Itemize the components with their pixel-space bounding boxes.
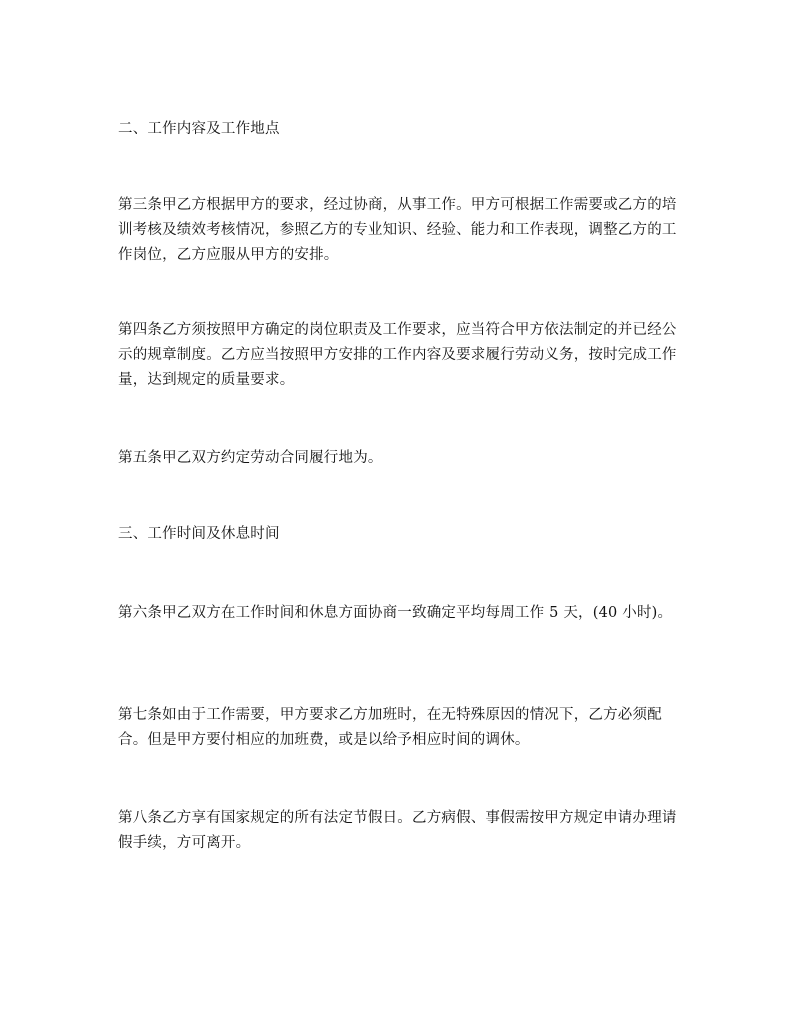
article-5-paragraph: 第五条甲乙双方约定劳动合同履行地为。 <box>118 450 383 466</box>
section-two-heading: 二、工作内容及工作地点 <box>118 121 280 137</box>
article-6-paragraph: 第六条甲乙双方在工作时间和休息方面协商一致确定平均每周工作 5 天，(40 小时)。 <box>118 605 673 621</box>
article-8-paragraph: 第八条乙方享有国家规定的所有法定节假日。乙方病假、事假需按甲方规定申请办理请假手续，方可离开。 <box>118 810 677 851</box>
section-three-heading: 三、工作时间及休息时间 <box>118 526 280 542</box>
article-7-paragraph: 第七条如由于工作需要，甲方要求乙方加班时，在无特殊原因的情况下，乙方必须配合。但是甲方要付相应的加班费，或是以给予相应时间的调休。 <box>118 707 662 748</box>
article-3-paragraph: 第三条甲乙方根据甲方的要求，经过协商，从事工作。甲方可根据工作需要或乙方的培训考核及绩效考核情况，参照乙方的专业知识、经验、能力和工作表现，调整乙方的工作岗位，乙方应服从甲方的安排。 <box>118 197 677 263</box>
article-4-paragraph: 第四条乙方须按照甲方确定的岗位职责及工作要求，应当符合甲方依法制定的并已经公示的规章制度。乙方应当按照甲方安排的工作内容及要求履行劳动义务，按时完成工作量，达到规定的质量要求。 <box>118 322 677 388</box>
